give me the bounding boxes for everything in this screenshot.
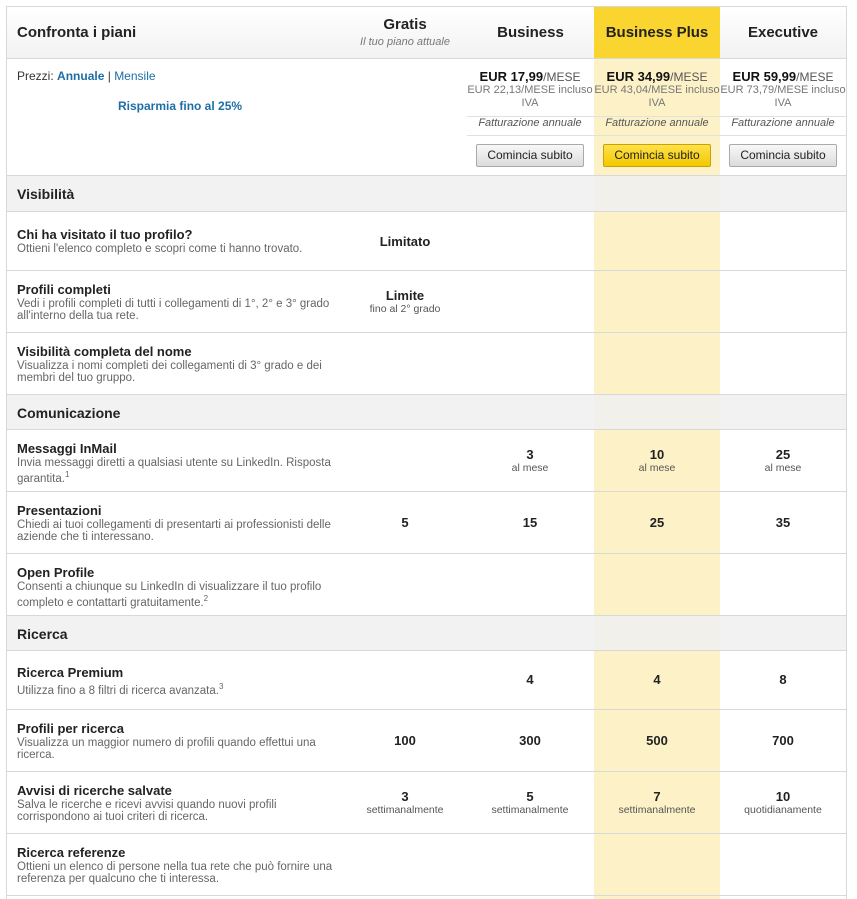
table-header	[7, 6, 846, 59]
price-period: /MESE	[543, 70, 581, 84]
value-business-plus: 10 al mese	[638, 447, 676, 474]
price-executive	[720, 59, 846, 110]
feature-row	[7, 651, 846, 710]
feature-title: Chi ha visitato il tuo profilo?	[17, 227, 193, 242]
start-business-plus-button[interactable]: Comincia subito	[603, 144, 711, 167]
value-gratis: 3 settimanalmente	[366, 789, 444, 816]
value-gratis: Limitato	[379, 234, 431, 249]
price-business-plus	[594, 59, 720, 110]
price-with-vat: EUR 43,04/MESE incluso IVA	[594, 84, 720, 109]
value-business-plus: 500	[646, 733, 668, 748]
compare-plans-table	[6, 6, 847, 899]
price-period: /MESE	[670, 70, 708, 84]
annual-link[interactable]: Annuale	[57, 69, 105, 83]
pricing-row	[7, 59, 846, 176]
feature-description: Chiedi ai tuoi collegamenti di presentarti ai professionisti delle aziende che ti interessano.	[17, 519, 331, 543]
value-gratis: 5	[401, 515, 409, 530]
feature-description: Ottieni l'elenco completo e scopri come ti hanno trovato.	[17, 243, 303, 255]
value-executive: 10 quotidianamente	[744, 789, 822, 816]
plan-name: Gratis	[383, 16, 427, 33]
feature-title: Profili completi	[17, 282, 111, 297]
separator: |	[107, 69, 111, 83]
price-period-toggle	[17, 69, 156, 83]
plan-business-plus-header: Business Plus	[594, 7, 720, 58]
feature-row	[7, 492, 846, 554]
savings-note: Risparmia fino al 25%	[118, 99, 243, 113]
value-executive: 700	[772, 733, 794, 748]
billing-executive: Fatturazione annuale	[731, 117, 835, 129]
price-with-vat: EUR 73,79/MESE incluso IVA	[720, 84, 846, 109]
feature-row	[7, 212, 846, 271]
page-title: Confronta i piani	[17, 24, 137, 41]
start-executive-button[interactable]: Comincia subito	[729, 144, 837, 167]
prices-label: Prezzi:	[17, 69, 54, 83]
billing-business-plus: Fatturazione annuale	[605, 117, 709, 129]
feature-title: Ricerca Premium	[17, 665, 124, 680]
feature-row	[7, 554, 846, 616]
price-business	[467, 59, 593, 110]
feature-description: Salva le ricerche e ricevi avvisi quando nuovi profili corrispondono ai tuoi criteri di ricerca.	[17, 799, 277, 823]
feature-title: Messaggi InMail	[17, 441, 117, 456]
value-business: 5 settimanalmente	[491, 789, 569, 816]
feature-description: Consenti a chiunque su LinkedIn di visualizzare il tuo profilo completo e contattarti gratuitamente.$^2$	[17, 581, 322, 609]
feature-description: Utilizza fino a 8 filtri di ricerca avanzata.$^3$	[17, 682, 224, 697]
feature-description: Invia messaggi diretti a qualsiasi utente su LinkedIn. Risposta garantita.$^1$	[17, 457, 331, 485]
section-title: Ricerca	[17, 626, 68, 642]
feature-title: Profili per ricerca	[17, 721, 124, 736]
section-ricerca	[7, 616, 846, 651]
feature-row	[7, 430, 846, 492]
price-with-vat: EUR 22,13/MESE incluso IVA	[467, 84, 593, 109]
feature-description: Ottieni un elenco di persone nella tua rete che può fornire una referenza per qualcuno che ti interessa.	[17, 861, 333, 885]
value-executive: 35	[775, 515, 791, 530]
section-comunicazione	[7, 395, 846, 430]
price-amount: EUR 59,99	[732, 69, 797, 84]
value-business: 4	[526, 672, 534, 687]
feature-description: Vedi i profili completi di tutti i collegamenti di 1°, 2° e 3° grado all'interno della tua rete.	[17, 298, 330, 322]
feature-title: Avvisi di ricerche salvate	[17, 783, 172, 798]
value-gratis: Limite fino al 2° grado	[369, 288, 441, 315]
price-amount: EUR 17,99	[479, 69, 544, 84]
monthly-link[interactable]: Mensile	[114, 69, 156, 83]
section-title: Comunicazione	[17, 405, 121, 421]
value-business-plus: 4	[653, 672, 661, 687]
section-title: Visibilità	[17, 186, 75, 202]
value-business: 15	[522, 515, 538, 530]
section-visibilita	[7, 176, 846, 212]
price-amount: EUR 34,99	[606, 69, 671, 84]
feature-title: Visibilità completa del nome	[17, 344, 192, 359]
plan-gratis-header	[340, 7, 470, 58]
feature-description: Visualizza un maggior numero di profili quando effettui una ricerca.	[17, 737, 316, 761]
feature-description: Visualizza i nomi completi dei collegamenti di 3° grado e dei membri del tuo gruppo.	[17, 360, 322, 384]
value-business: 3 al mese	[511, 447, 549, 474]
billing-business: Fatturazione annuale	[478, 117, 582, 129]
feature-title: Open Profile	[17, 565, 95, 580]
value-executive: 8	[779, 672, 787, 687]
feature-row	[7, 271, 846, 333]
value-business-plus: 25	[649, 515, 665, 530]
value-gratis: 100	[394, 733, 416, 748]
feature-row	[7, 333, 846, 395]
plan-business-header: Business	[497, 24, 564, 41]
feature-title: Ricerca referenze	[17, 845, 126, 860]
value-business-plus: 7 settimanalmente	[618, 789, 696, 816]
start-business-button[interactable]: Comincia subito	[476, 144, 584, 167]
feature-title: Presentazioni	[17, 503, 102, 518]
plan-executive-header: Executive	[747, 24, 819, 41]
feature-row	[7, 772, 846, 834]
feature-row	[7, 710, 846, 772]
divider	[467, 135, 846, 136]
value-business: 300	[519, 733, 541, 748]
feature-row	[7, 834, 846, 896]
value-executive: 25 al mese	[764, 447, 802, 474]
price-period: /MESE	[796, 70, 834, 84]
current-plan-label: Il tuo piano attuale	[360, 36, 450, 48]
